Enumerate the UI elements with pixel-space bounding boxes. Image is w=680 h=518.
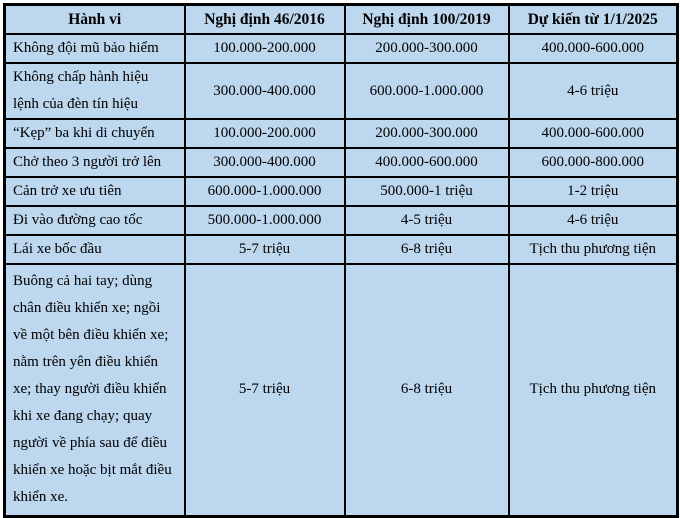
fine-amount-cell: 100.000-200.000 bbox=[185, 34, 345, 63]
behavior-cell: Không chấp hành hiệu lệnh của đèn tín hiệu bbox=[5, 63, 185, 119]
fine-amount-cell: 600.000-1.000.000 bbox=[185, 177, 345, 206]
fine-amount-cell: 4-5 triệu bbox=[345, 206, 509, 235]
fine-amount-cell: 5-7 triệu bbox=[185, 235, 345, 264]
behavior-cell: Lái xe bốc đầu bbox=[5, 235, 185, 264]
header-row bbox=[5, 5, 678, 35]
fine-amount-cell: 600.000-800.000 bbox=[509, 148, 678, 177]
fine-amount-cell: 500.000-1 triệu bbox=[345, 177, 509, 206]
fine-amount-cell: 200.000-300.000 bbox=[345, 119, 509, 148]
behavior-cell: Cản trở xe ưu tiên bbox=[5, 177, 185, 206]
table-row bbox=[5, 34, 678, 63]
behavior-cell: Không đội mũ bảo hiểm bbox=[5, 34, 185, 63]
fine-amount-cell: 100.000-200.000 bbox=[185, 119, 345, 148]
table-body bbox=[5, 34, 678, 516]
table-row bbox=[5, 148, 678, 177]
table-row bbox=[5, 235, 678, 264]
column-header-4: Dự kiến từ 1/1/2025 bbox=[509, 5, 678, 35]
behavior-cell: “Kẹp” ba khi di chuyển bbox=[5, 119, 185, 148]
fine-amount-cell: 300.000-400.000 bbox=[185, 63, 345, 119]
behavior-cell: Buông cả hai tay; dùng chân điều khiển xe; ngồi về một bên điều khiển xe; nằm trên yên điều khiển xe; thay người điều khiển khi xe đang chạy; quay người về phía sau để điều khiển xe hoặc bịt mắt điều khiển xe. bbox=[5, 264, 185, 516]
fine-amount-cell: 6-8 triệu bbox=[345, 264, 509, 516]
behavior-cell: Chở theo 3 người trở lên bbox=[5, 148, 185, 177]
table-row bbox=[5, 264, 678, 516]
column-header-1: Hành vi bbox=[5, 5, 185, 35]
fine-amount-cell: 600.000-1.000.000 bbox=[345, 63, 509, 119]
fine-amount-cell: 5-7 triệu bbox=[185, 264, 345, 516]
fine-amount-cell: 1-2 triệu bbox=[509, 177, 678, 206]
fine-amount-cell: 200.000-300.000 bbox=[345, 34, 509, 63]
table-row bbox=[5, 119, 678, 148]
fine-amount-cell: 400.000-600.000 bbox=[345, 148, 509, 177]
fine-amount-cell: 4-6 triệu bbox=[509, 63, 678, 119]
fine-amount-cell: 400.000-600.000 bbox=[509, 34, 678, 63]
behavior-cell: Đi vào đường cao tốc bbox=[5, 206, 185, 235]
table-row bbox=[5, 63, 678, 119]
table-row bbox=[5, 206, 678, 235]
table-row bbox=[5, 177, 678, 206]
fine-amount-cell: 6-8 triệu bbox=[345, 235, 509, 264]
fine-amount-cell: 400.000-600.000 bbox=[509, 119, 678, 148]
column-header-3: Nghị định 100/2019 bbox=[345, 5, 509, 35]
traffic-fine-table bbox=[3, 3, 679, 518]
fine-amount-cell: 300.000-400.000 bbox=[185, 148, 345, 177]
fine-amount-cell: Tịch thu phương tiện bbox=[509, 235, 678, 264]
column-header-2: Nghị định 46/2016 bbox=[185, 5, 345, 35]
fine-amount-cell: Tịch thu phương tiện bbox=[509, 264, 678, 516]
fine-amount-cell: 4-6 triệu bbox=[509, 206, 678, 235]
fine-amount-cell: 500.000-1.000.000 bbox=[185, 206, 345, 235]
